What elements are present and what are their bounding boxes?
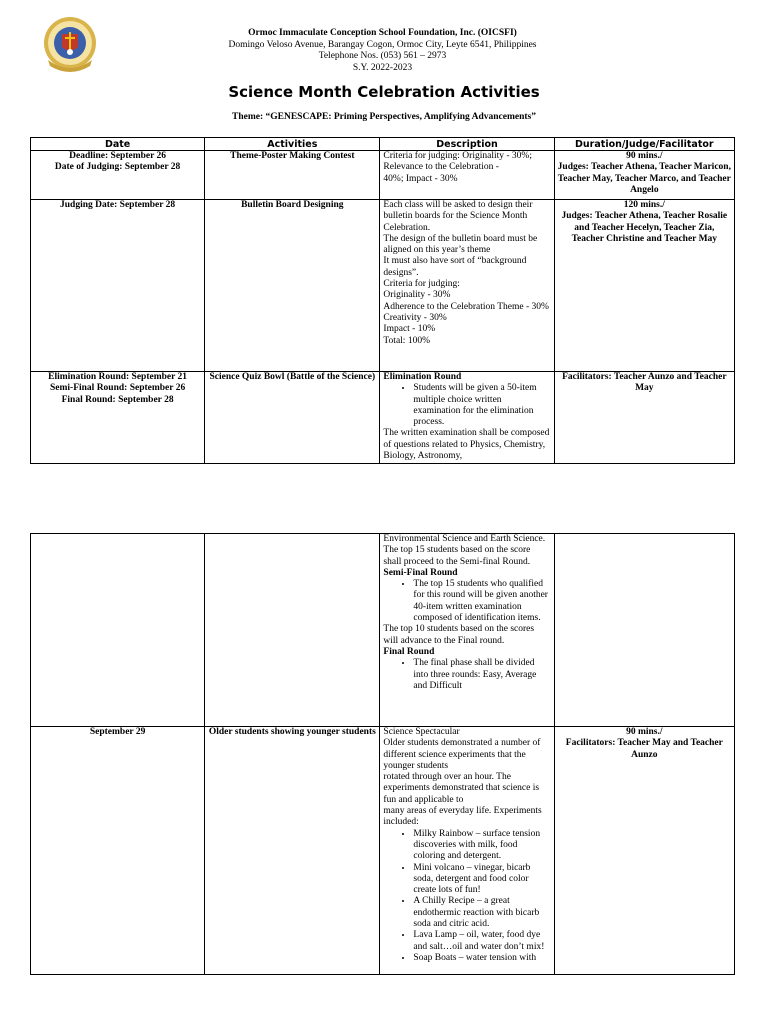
list-item: • The final phase shall be divided into three rounds: Easy, Average and Difficult	[413, 658, 550, 692]
list-item: • Mini volcano – vinegar, bicarb soda, detergent and food color create lots of fun!	[413, 863, 550, 897]
header-duration: Duration/Judge/Facilitator	[554, 138, 734, 151]
desc-line: Total: 100%	[383, 335, 430, 346]
desc-line: The written examination shall be composed of questions related to Physics, Chemistry, Biology, Astronomy,	[383, 428, 550, 462]
judges-line: Judges: Teacher Athena, Teacher Rosalie and Teacher Hecelyn, Teacher Zia, Teacher Christine and Teacher May	[561, 211, 728, 244]
date-line: Final Round: September 28	[61, 394, 174, 405]
desc-line: It must also have sort of “background designs”.	[383, 256, 527, 278]
table-row	[31, 534, 735, 727]
duration-cell	[554, 151, 734, 200]
description-cell	[380, 200, 554, 372]
desc-line: The design of the bulletin board must be aligned on this year’s theme	[383, 233, 538, 256]
page-title: Science Month Celebration Activities	[228, 83, 540, 101]
facilitators-line: Facilitators: Teacher May and Teacher Aunzo	[565, 738, 723, 760]
theme-line: Theme: “GENESCAPE: Priming Perspectives, Amplifying Advancements”	[232, 112, 536, 122]
activity-cell: Theme-Poster Making Contest	[205, 151, 380, 200]
org-telephone: Telephone Nos. (053) 561 – 2973	[318, 51, 447, 61]
table-row	[31, 372, 735, 464]
activity-cell: Bulletin Board Designing	[205, 200, 380, 372]
activities-table-continued	[30, 533, 735, 975]
date-cell	[31, 372, 205, 464]
desc-line: Relevance to the Celebration -	[383, 162, 499, 173]
date-line: Date of Judging: September 28	[54, 162, 181, 173]
table-row	[31, 151, 735, 200]
school-year: S.Y. 2022-2023	[352, 62, 413, 73]
table-row	[31, 727, 735, 975]
desc-line: 40%; Impact - 30%	[383, 173, 458, 184]
date-cell: Judging Date: September 28	[31, 200, 205, 372]
description-cell	[380, 534, 554, 727]
date-line: Elimination Round: September 21	[48, 372, 188, 382]
list-item: • Milky Rainbow – surface tension discoveries with milk, food coloring and detergent.	[413, 829, 550, 863]
desc-line: Older students demonstrated a number of different science experiments that the younger students	[383, 738, 541, 771]
letterhead	[100, 28, 665, 74]
list-item: • Lava Lamp – oil, water, food dye and salt…oil and water don’t mix!	[413, 930, 550, 953]
duration-line: 120 mins./	[623, 200, 665, 210]
school-seal-logo	[42, 16, 98, 74]
list-item: • A Chilly Recipe – a great endothermic reaction with bicarb soda and citric acid.	[413, 896, 550, 930]
bullet-list	[383, 383, 550, 428]
header-activities: Activities	[205, 138, 380, 151]
description-cell	[380, 727, 554, 975]
list-item: • Students will be given a 50-item multiple choice written examination for the elimination process.	[413, 383, 550, 428]
desc-line: Criteria for judging: Originality - 30%;	[383, 151, 532, 161]
round-heading: Final Round	[383, 646, 435, 657]
desc-line: Originality - 30%	[383, 290, 451, 301]
activities-table	[30, 137, 735, 464]
desc-line: rotated through over an hour. The experiments demonstrated that science is fun and applicable to	[383, 772, 540, 805]
desc-line: Each class will be asked to design their bulletin boards for the Science Month Celebration.	[383, 200, 533, 233]
bullet-list	[383, 658, 550, 692]
header-date: Date	[31, 138, 205, 151]
desc-line: many areas of everyday life. Experiments included:	[383, 806, 542, 828]
list-item: • Soap Boats – water tension with	[413, 953, 550, 964]
activity-cell: Older students showing younger students	[205, 727, 380, 975]
desc-line: Criteria for judging:	[383, 279, 460, 290]
table-row	[31, 200, 735, 372]
date-cell: September 29	[31, 727, 205, 975]
desc-line: The top 15 students based on the score shall proceed to the Semi-final Round.	[383, 545, 531, 567]
date-cell	[31, 534, 205, 727]
duration-cell	[554, 727, 734, 975]
activity-cell: Science Quiz Bowl (Battle of the Science)	[205, 372, 380, 464]
org-name: Ormoc Immaculate Conception School Foundation, Inc. (OICSFI)	[248, 28, 517, 38]
bullet-list	[383, 579, 550, 624]
duration-line: 90 mins./	[626, 151, 663, 161]
table-header-row	[31, 138, 735, 151]
desc-line: Science Spectacular	[383, 727, 460, 737]
date-line: Semi-Final Round: September 26	[49, 383, 186, 394]
description-cell	[380, 372, 554, 464]
date-cell	[31, 151, 205, 200]
duration-line: 90 mins./	[626, 727, 663, 737]
duration-cell	[554, 534, 734, 727]
desc-line: Adherence to the Celebration Theme - 30%	[383, 301, 549, 312]
header-description: Description	[380, 138, 554, 151]
description-cell	[380, 151, 554, 200]
round-heading: Elimination Round	[383, 372, 462, 382]
round-heading: Semi-Final Round	[383, 567, 458, 578]
desc-line: Creativity - 30%	[383, 312, 447, 323]
duration-cell	[554, 200, 734, 372]
duration-cell: Facilitators: Teacher Aunzo and Teacher May	[554, 372, 734, 464]
bullet-list	[383, 829, 550, 965]
date-line: Deadline: September 26	[69, 151, 167, 161]
activity-cell	[205, 534, 380, 727]
org-address: Domingo Veloso Avenue, Barangay Cogon, Ormoc City, Leyte 6541, Philippines	[228, 39, 537, 50]
desc-line: The top 10 students based on the scores will advance to the Final round.	[383, 624, 535, 646]
desc-line: Environmental Science and Earth Science.	[383, 534, 546, 544]
desc-line: Impact - 10%	[383, 324, 436, 335]
list-item: • The top 15 students who qualified for this round will be given another 40-item written examination composed of identification items.	[413, 579, 550, 624]
judges-line: Judges: Teacher Athena, Teacher Maricon, Teacher May, Teacher Marco, and Teacher Angelo	[557, 162, 731, 195]
